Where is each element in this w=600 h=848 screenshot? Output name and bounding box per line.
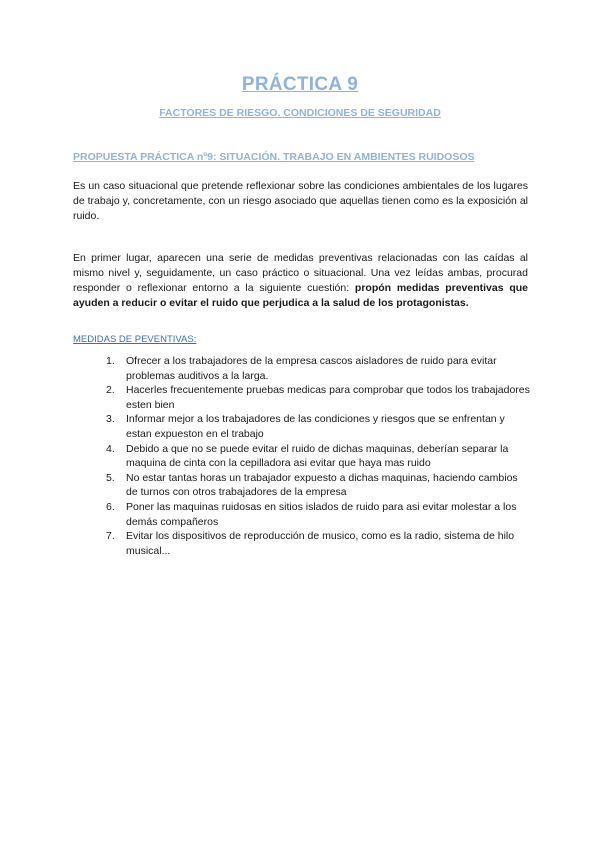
list-item xyxy=(106,500,531,529)
measures-list xyxy=(106,354,531,558)
list-item-number: 2. xyxy=(106,384,115,397)
list-item-number: 3. xyxy=(106,413,115,426)
list-item-number: 5. xyxy=(106,471,115,484)
list-item xyxy=(106,383,531,412)
instruction-question: propón medidas preventivas que ayuden a reducir o evitar el ruido que perjudica a la salud de los protagonistas. xyxy=(73,281,528,309)
page-title: PRÁCTICA 9 xyxy=(241,74,359,95)
list-item xyxy=(106,412,531,441)
instruction-paragraph xyxy=(73,251,528,311)
list-item-number: 7. xyxy=(106,530,115,543)
list-item xyxy=(106,354,531,383)
list-item xyxy=(106,529,531,558)
list-item-text: Informar mejor a los trabajadores de las condiciones y riesgos que se enfrentan y estan expueston en el trabajo xyxy=(126,413,505,440)
list-item-text: Debido a que no se puede evitar el ruido de dichas maquinas, deberían separar la maquina de cinta con la cepilladora asi evitar que haya mas ruido xyxy=(126,442,509,470)
list-item-number: 6. xyxy=(106,500,115,513)
list-item-number: 1. xyxy=(106,355,115,367)
list-item-text: Evitar los dispositivos de reproducción de musico, como es la radio, sistema de hilo musical... xyxy=(126,530,515,557)
page-subtitle: FACTORES DE RIESGO. CONDICIONES DE SEGURIDAD xyxy=(159,107,441,119)
list-item xyxy=(106,442,531,471)
list-item-text: Hacerles frecuentemente pruebas medicas para comprobar que todos los trabajadores esten bien xyxy=(126,384,530,411)
list-item-number: 4. xyxy=(106,442,115,455)
measures-heading: MEDIDAS DE PEVENTIVAS: xyxy=(73,334,197,345)
section-heading: PROPUESTA PRÁCTICA nº9: SITUACIÓN. TRABAJO EN AMBIENTES RUIDOSOS xyxy=(73,151,475,163)
list-item xyxy=(106,471,531,500)
list-item-text: Ofrecer a los trabajadores de la empresa cascos aisladores de ruido para evitar problemas auditivos a la larga. xyxy=(126,355,497,382)
list-item-text: No estar tantas horas un trabajador expuesto a dichas maquinas, haciendo cambios de turnos con otros trabajadores de la empresa xyxy=(126,471,518,499)
list-item-text: Poner las maquinas ruidosas en sitios islados de ruido para asi evitar molestar a los demás compañeros xyxy=(126,500,517,528)
intro-paragraph: Es un caso situacional que pretende reflexionar sobre las condiciones ambientales de los lugares de trabajo y, concretamente, con un riesgo asociado que aquellas tienen como es la exposición al ruido. xyxy=(73,179,528,222)
instruction-text: En primer lugar, aparecen una serie de medidas preventivas relacionadas con las caídas al mismo nivel y, seguidamente, un caso práctico o situacional. Una vez leídas ambas, procurad responder o reflexionar entorno a la siguiente cuestión: xyxy=(73,251,528,294)
